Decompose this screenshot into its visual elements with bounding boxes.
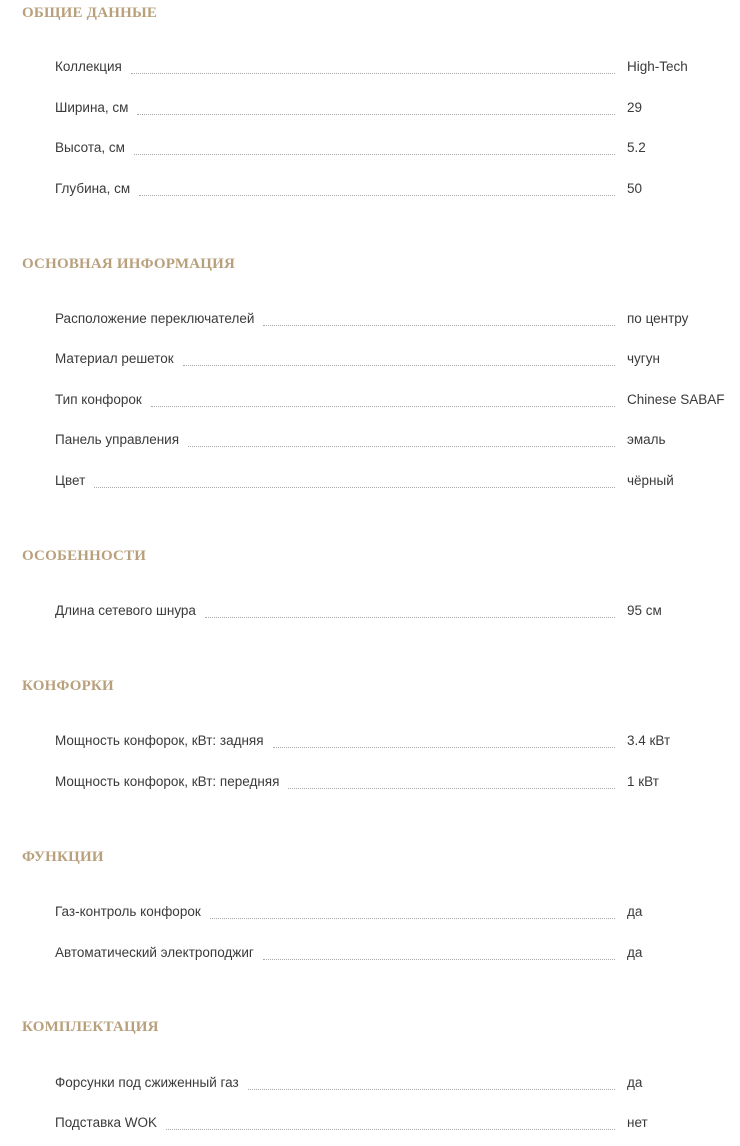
spec-value: 1 кВт xyxy=(627,774,659,789)
dotted-leader xyxy=(183,364,615,366)
spec-row-burner-type xyxy=(55,390,740,410)
spec-row-auto-ignition xyxy=(55,943,740,963)
spec-label: Форсунки под сжиженный газ xyxy=(55,1075,239,1090)
dotted-leader xyxy=(248,1088,615,1090)
spec-row-height xyxy=(55,138,740,158)
spec-row-rear-power xyxy=(55,731,740,751)
dotted-leader xyxy=(137,113,615,115)
section-title-features: ОСОБЕННОСТИ xyxy=(22,548,147,564)
spec-value: чугун xyxy=(627,351,660,366)
spec-row-width xyxy=(55,98,740,118)
section-title-general: ОБЩИЕ ДАННЫЕ xyxy=(22,5,158,21)
dotted-leader xyxy=(151,405,615,407)
spec-row-grate-material xyxy=(55,349,740,369)
spec-label: Материал решеток xyxy=(55,351,174,366)
spec-value: 29 xyxy=(627,100,643,115)
spec-label: Высота, см xyxy=(55,140,125,155)
spec-value: 3.4 кВт xyxy=(627,733,671,748)
section-title-main-info: ОСНОВНАЯ ИНФОРМАЦИЯ xyxy=(22,256,236,272)
spec-row-cord-length xyxy=(55,601,740,621)
dotted-leader xyxy=(205,616,615,618)
spec-row-wok-stand xyxy=(55,1113,740,1133)
spec-label: Мощность конфорок, кВт: передняя xyxy=(55,774,280,789)
spec-row-lpg-nozzles xyxy=(55,1073,740,1093)
spec-value: эмаль xyxy=(627,432,666,447)
spec-row-front-power xyxy=(55,772,740,792)
spec-label: Ширина, см xyxy=(55,100,129,115)
spec-label: Мощность конфорок, кВт: задняя xyxy=(55,733,264,748)
dotted-leader xyxy=(134,153,615,155)
dotted-leader xyxy=(131,72,615,74)
dotted-leader xyxy=(94,486,615,488)
spec-label: Длина сетевого шнура xyxy=(55,603,196,618)
section-title-equipment: КОМПЛЕКТАЦИЯ xyxy=(22,1019,159,1035)
dotted-leader xyxy=(139,194,615,196)
spec-row-color xyxy=(55,471,740,491)
dotted-leader xyxy=(288,787,615,789)
section-title-burners: КОНФОРКИ xyxy=(22,678,114,694)
dotted-leader xyxy=(263,958,615,960)
spec-value: Chinese SABAF xyxy=(627,392,725,407)
spec-label: Газ-контроль конфорок xyxy=(55,904,201,919)
spec-value: да xyxy=(627,1075,643,1090)
spec-value: да xyxy=(627,945,643,960)
spec-label: Глубина, см xyxy=(55,181,131,196)
spec-row-gas-control xyxy=(55,902,740,922)
spec-row-control-panel xyxy=(55,430,740,450)
spec-label: Коллекция xyxy=(55,59,122,74)
dotted-leader xyxy=(166,1128,615,1130)
dotted-leader xyxy=(210,917,615,919)
spec-label: Автоматический электроподжиг xyxy=(55,945,254,960)
spec-value: да xyxy=(627,904,643,919)
dotted-leader xyxy=(263,324,615,326)
spec-label: Расположение переключателей xyxy=(55,311,255,326)
spec-value: чёрный xyxy=(627,473,674,488)
spec-label: Панель управления xyxy=(55,432,180,447)
spec-label: Подставка WOK xyxy=(55,1115,157,1130)
section-title-functions: ФУНКЦИИ xyxy=(22,849,104,865)
spec-value: 5.2 xyxy=(627,140,646,155)
spec-value: 50 xyxy=(627,181,643,196)
spec-value: 95 см xyxy=(627,603,662,618)
spec-row-depth xyxy=(55,179,740,199)
spec-label: Тип конфорок xyxy=(55,392,142,407)
dotted-leader xyxy=(188,445,615,447)
spec-row-collection xyxy=(55,57,740,77)
spec-value: по центру xyxy=(627,311,689,326)
dotted-leader xyxy=(273,746,615,748)
spec-row-switch-position xyxy=(55,309,740,329)
spec-label: Цвет xyxy=(55,473,86,488)
spec-value: нет xyxy=(627,1115,648,1130)
spec-value: High-Tech xyxy=(627,59,688,74)
